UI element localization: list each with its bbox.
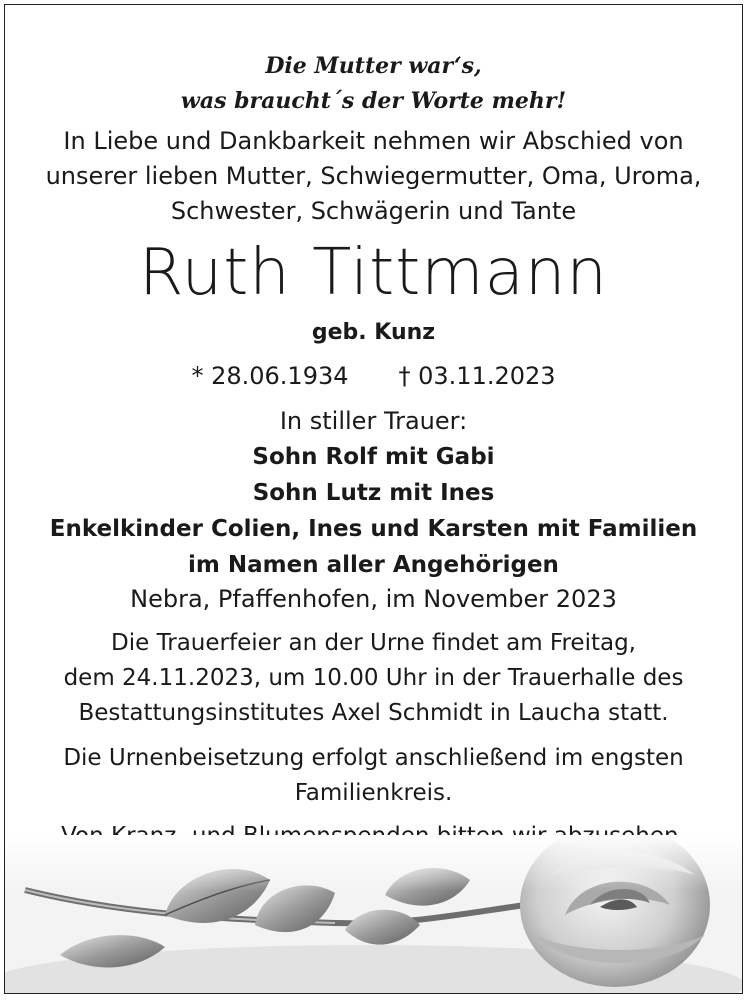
quote-line-2: was braucht´s der Worte mehr!: [180, 88, 567, 114]
mourner-name: Sohn Rolf mit Gabi: [252, 444, 495, 470]
quote-line-1: Die Mutter war‘s,: [265, 53, 482, 79]
burial-line-1: Die Urnenbeisetzung erfolgt anschließend im engsten: [63, 745, 684, 771]
intro-line-2: unserer lieben Mutter, Schwiegermutter, Oma, Uroma,: [45, 162, 702, 190]
intro-line-1: In Liebe und Dankbarkeit nehmen wir Abschied von: [63, 127, 684, 155]
service-line-1: Die Trauerfeier an der Urne findet am Freitag,: [111, 630, 636, 656]
farewell-intro: [5, 124, 742, 229]
burial-line-2: Familienkreis.: [294, 780, 453, 806]
mourners-block: [5, 403, 742, 583]
maiden-name: geb. Kunz: [311, 320, 436, 345]
place-and-date: Nebra, Pfaffenhofen, im November 2023: [130, 585, 617, 613]
intro-line-3: Schwester, Schwägerin und Tante: [170, 197, 577, 225]
death-date: † 03.11.2023: [398, 362, 556, 390]
memorial-quote: [5, 49, 742, 119]
service-line-2: dem 24.11.2023, um 10.00 Uhr in der Trauerhalle des: [63, 665, 684, 691]
life-dates: [5, 359, 742, 393]
mourner-name: Enkelkinder Colien, Ines und Karsten mit Familien: [49, 516, 698, 542]
obituary-notice: [4, 4, 743, 994]
deceased-name: Ruth Tittmann: [139, 236, 608, 310]
mourner-name: Sohn Lutz mit Ines: [252, 480, 495, 506]
service-line-3: Bestattungsinstitutes Axel Schmidt in Laucha statt.: [78, 700, 669, 726]
funeral-service-info: [5, 626, 742, 731]
birth-date: * 28.06.1934: [191, 362, 349, 390]
rose-illustration: [5, 835, 743, 994]
mourners-label: In stiller Trauer:: [279, 407, 468, 435]
urn-burial-info: [5, 741, 742, 811]
mourner-name: im Namen aller Angehörigen: [188, 552, 559, 578]
